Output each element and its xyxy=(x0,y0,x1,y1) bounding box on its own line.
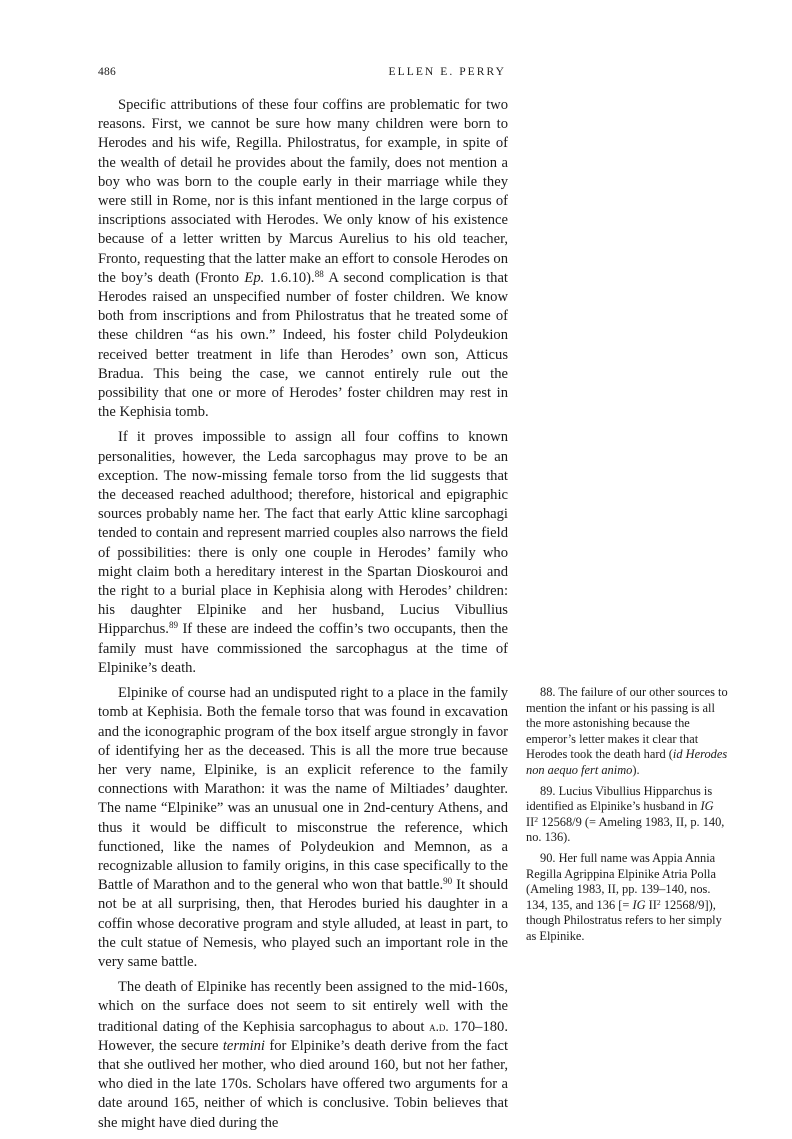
footnote-88: 88. The failure of our other sources to mention the infant or his passing is all the more astonishing because the emperor’s letter makes it clear that Herodes took the death hard (id Herodes non aequo fert animo). xyxy=(526,685,728,777)
footnote-89: 89. Lucius Vibullius Hipparchus is identified as Elpinike’s husband in IG $II^2$ 12568/9 (= Ameling 1983, II, p. 140, no. 136). xyxy=(526,783,725,845)
running-header xyxy=(98,66,506,84)
body-paragraph: Specific attributions of these four coffins are problematic for two reasons. First, we cannot be sure how many children were born to Herodes and his wife, Regilla. Philostratus, for example, in spite of the wealth of detail he provides about the family, does not mention a boy who was born to the couple early in their marriage while they were still in Rome, nor is this infant mentioned in the large corpus of inscriptions associated with Herodes. We only know of his existence because of a letter written by Marcus Aurelius to his old teacher, Fronto, requesting that the latter make an effort to console Herodes on the boy’s death (Fronto Ep. 1.6.10).$^{88}$ A second complication is that Herodes raised an unspecified number of foster children. We know both from inscriptions and from Philostratus that he treated some of these children “as his own.” Indeed, his foster child Polydeukion received better treatment in life than Herodes’ own son, Atticus Bradua. This being the case, we cannot entirely rule out the possibility that one or more of Herodes’ foster children may rest in the Kephisia tomb. xyxy=(98,97,508,421)
footnote-90: 90. Her full name was Appia Annia Regilla Agrippina Elpinike Atria Polla (Ameling 1983, II, pp. 139–140, nos. 134, 135, and 136 [= IG $II^2$ 12568/9]), though Philostratus refers to her simply as Elpinike. xyxy=(526,850,722,943)
footnotes-column xyxy=(526,685,728,950)
main-text-column xyxy=(98,96,508,1139)
body-paragraph: The death of Elpinike has recently been assigned to the mid-160s, which on the surface does not seem to sit entirely well with the traditional dating of the Kephisia sarcophagus to about a.d. 170–180. However, the secure termini for Elpinike’s death derive from the fact that she outlived her mother, who died around 160, but not her father, who died in the late 170s. Scholars have offered two arguments for a date around 165, neither of which is conclusive. Tobin believes that she might have died during the xyxy=(98,979,509,1131)
body-paragraph: If it proves impossible to assign all four coffins to known personalities, however, the Leda sarcophagus may prove to be an exception. The now-missing female torso from the lid suggests that the deceased reached adulthood; therefore, historical and epigraphic sources probably name her. The fact that early Attic kline sarcophagi tended to contain and represent married couples also narrows the field of possibilities: there is only one couple in Herodes’ family who might claim both a hereditary interest in the Spartan Dioskouroi and the right to a burial place in Kephisia along with Herodes’ children: his daughter Elpinike and her husband, Lucius Vibullius Hipparchus.$^{89}$ If these are indeed the coffin’s two occupants, then the family must have commissioned the sarcophagus at the time of Elpinike’s death. xyxy=(98,429,508,676)
running-head-author: ELLEN E. PERRY xyxy=(388,66,506,78)
footnote-ref-88[interactable]: 88 xyxy=(314,268,324,279)
body-paragraph: Elpinike of course had an undisputed right to a place in the family tomb at Kephisia. Both the female torso that was found in excavation and the iconographic program of the box itself argue strongly in favor of identifying her as the deceased. This is all the more true because her very name, Elpinike, is an explicit reference to the family connections with Marathon: it was the name of Miltiades’ daughter. The name “Elpinike” was an unusual one in 2nd-century Athens, and thus it would be difficult to misconstrue the reference, which functioned, like the names of Polydeukion and Memnon, as a recognizable allusion to family origins, in this case specifically to the Battle of Marathon and to the general who won that battle.$^{90}$ It should not be at all surprising, then, that Herodes buried his daughter in a coffin whose decorative program and style alluded, at least in part, to the cult statue of Nemesis, who played such an important role in the very same battle. xyxy=(98,685,508,970)
footnote-ref-90[interactable]: 90 xyxy=(443,876,453,887)
footnote-ref-89[interactable]: 89 xyxy=(168,620,178,631)
page-number: 486 xyxy=(98,66,116,78)
